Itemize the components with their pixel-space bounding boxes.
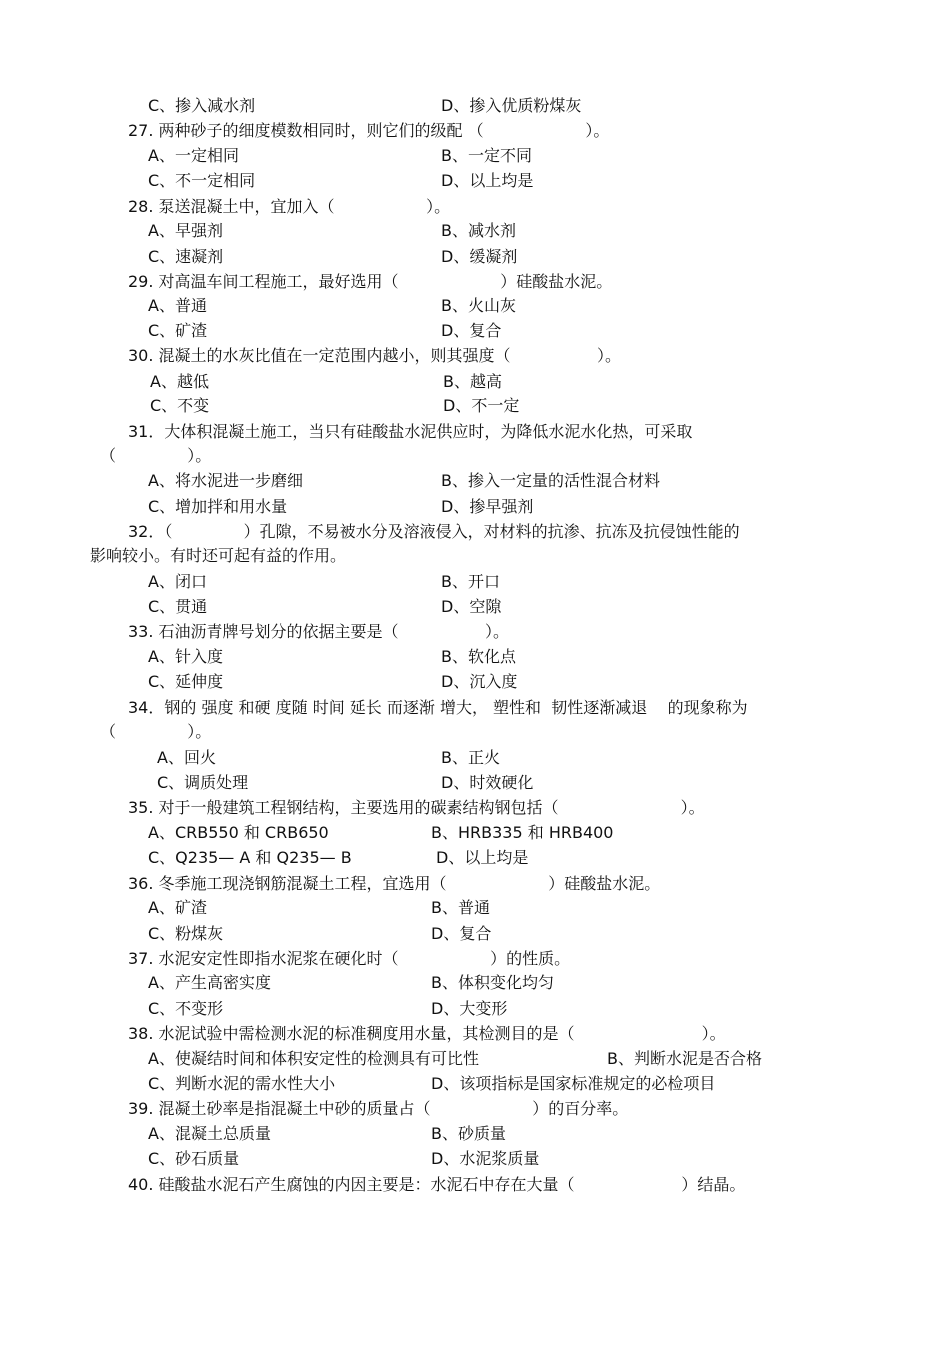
question-33: 33. 石油沥青牌号划分的依据主要是（ ）。 [128,622,509,641]
question-37: 37. 水泥安定性即指水泥浆在硬化时（ ）的性质。 [128,949,571,968]
option-c-q36: C、粉煤灰 [148,924,224,943]
option-c-q27: C、不一定相同 [148,171,256,190]
option-d-q39: D、水泥浆质量 [431,1149,540,1168]
option-c-q33: C、延伸度 [148,672,224,691]
option-a-q28: A、早强剂 [148,221,223,240]
option-b-q34: B、正火 [441,748,500,767]
option-c-q32: C、贯通 [148,597,208,616]
option-d-q31: D、掺早强剂 [441,497,534,516]
question-35: 35. 对于一般建筑工程钢结构，主要选用的碳素结构钢包括（ ）。 [128,798,705,817]
option-d-q26: D、掺入优质粉煤灰 [441,96,582,115]
question-31-blank: （ ）。 [100,446,212,465]
option-a-q37: A、产生高密实度 [148,973,271,992]
option-a-q39: A、混凝土总质量 [148,1124,271,1143]
option-a-q29: A、普通 [148,296,207,315]
option-c-q38: C、判断水泥的需水性大小 [148,1074,336,1093]
option-c-q39: C、砂石质量 [148,1149,240,1168]
option-d-q37: D、大变形 [431,999,508,1018]
option-d-q36: D、复合 [431,924,492,943]
question-36: 36. 冬季施工现浇钢筋混凝土工程，宜选用（ ）硅酸盐水泥。 [128,874,661,893]
question-32: 32．（ ）孔隙，不易被水分及溶液侵入，对材料的抗渗、抗冻及抗侵蚀性能的 [128,522,740,541]
option-c-q28: C、速凝剂 [148,247,224,266]
option-b-q33: B、软化点 [441,647,516,666]
option-b-q31: B、掺入一定量的活性混合材料 [441,471,660,490]
option-a-q33: A、针入度 [148,647,223,666]
option-b-q30: B、越高 [443,372,502,391]
option-a-q35: A、CRB550 和 CRB650 [148,823,329,842]
option-d-q27: D、以上均是 [441,171,534,190]
question-40: 40. 硅酸盐水泥石产生腐蚀的内因主要是：水泥石中存在大量（ ）结晶。 [128,1175,746,1194]
question-39: 39. 混凝土砂率是指混凝土中砂的质量占（ ）的百分率。 [128,1099,629,1118]
option-a-q38: A、使凝结时间和体积安定性的检测具有可比性 [148,1049,479,1068]
option-c-q31: C、增加拌和用水量 [148,497,288,516]
option-d-q38: D、该项指标是国家标准规定的必检项目 [431,1074,716,1093]
question-34-blank: （ ）。 [100,722,212,741]
option-b-q35: B、HRB335 和 HRB400 [431,823,614,842]
option-b-q39: B、砂质量 [431,1124,506,1143]
option-c-q29: C、矿渣 [148,321,208,340]
option-b-q37: B、体积变化均匀 [431,973,554,992]
option-d-q33: D、沉入度 [441,672,518,691]
option-b-q28: B、减水剂 [441,221,516,240]
option-d-q35: D、以上均是 [436,848,529,867]
option-c-q34: C、调质处理 [157,773,249,792]
option-a-q36: A、矿渣 [148,898,207,917]
option-c-q30: C、不变 [150,396,210,415]
option-b-q38: B、判断水泥是否合格 [607,1049,762,1068]
question-38: 38. 水泥试验中需检测水泥的标准稠度用水量，其检测目的是（ ）。 [128,1024,726,1043]
option-d-q30: D、不一定 [443,396,520,415]
question-32-cont: 影响较小。有时还可起有益的作用。 [90,546,347,565]
option-c-q35: C、Q235— A 和 Q235— B [148,848,352,867]
option-d-q34: D、时效硬化 [441,773,534,792]
question-30: 30. 混凝土的水灰比值在一定范围内越小，则其强度（ ）。 [128,346,621,365]
option-a-q34: A、回火 [157,748,216,767]
option-d-q29: D、复合 [441,321,502,340]
option-b-q36: B、普通 [431,898,490,917]
option-b-q32: B、开口 [441,572,500,591]
option-d-q28: D、缓凝剂 [441,247,518,266]
option-d-q32: D、空隙 [441,597,502,616]
option-a-q32: A、闭口 [148,572,207,591]
option-a-q31: A、将水泥进一步磨细 [148,471,303,490]
option-b-q29: B、火山灰 [441,296,516,315]
question-28: 28. 泵送混凝土中，宜加入（ ）。 [128,197,451,216]
option-c-q26: C、掺入减水剂 [148,96,256,115]
option-a-q30: A、越低 [150,372,209,391]
question-27: 27. 两种砂子的细度模数相同时，则它们的级配 （ ）。 [128,121,610,140]
option-c-q37: C、不变形 [148,999,224,1018]
question-34: 34．钢的 强度 和硬 度随 时间 延长 而逐渐 增大， 塑性和 韧性逐渐减退 的现象称为 [128,698,748,717]
question-31: 31．大体积混凝土施工，当只有硅酸盐水泥供应时，为降低水泥水化热，可采取 [128,422,693,441]
option-b-q27: B、一定不同 [441,146,532,165]
option-a-q27: A、一定相同 [148,146,239,165]
question-29: 29. 对高温车间工程施工，最好选用（ ）硅酸盐水泥。 [128,272,613,291]
